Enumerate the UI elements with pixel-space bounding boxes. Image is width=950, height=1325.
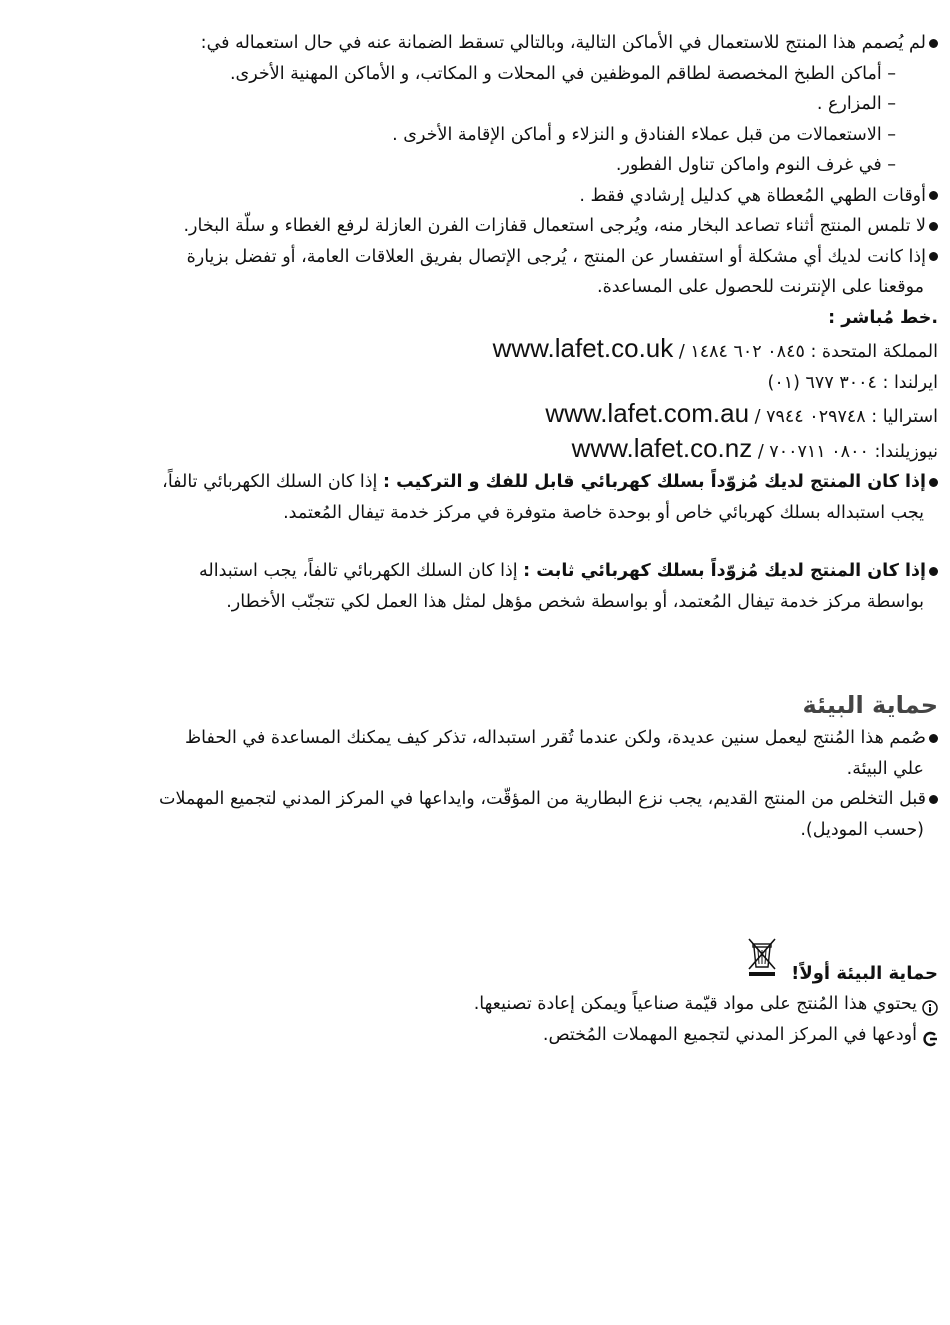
bullet-icon <box>929 252 938 261</box>
info-circle-icon <box>922 996 938 1012</box>
bullet-icon <box>929 567 938 576</box>
hotline-label: .خط مُباشر : <box>828 307 938 328</box>
warranty-place-2: – المزارع . <box>816 94 896 114</box>
spacer <box>0 845 938 937</box>
hotline-nz <box>0 433 938 468</box>
problem-note-cont: موقعنا على الإنترنت للحصول على المساعدة. <box>597 277 924 297</box>
document-page <box>0 28 938 1050</box>
environment-item-2-cont: (حسب الموديل). <box>800 819 924 840</box>
fixed-cord-note: إذا كان المنتج لديك مُزوّداً بسلك كهربائي ثابت : إذا كان السلك الكهربائي تالفاً، يجب استبداله <box>0 556 938 587</box>
au-website-link[interactable]: www.lafet.com.au <box>545 398 750 428</box>
warranty-place-1: – أماكن الطبخ المخصصة لطاقم الموظفين في المحلات و المكاتب، و الأماكن المهنية الأخرى. <box>229 63 896 84</box>
nz-phone: نيوزيلندا: ٠٨٠٠ ٧٠٠٧١١ / <box>757 441 938 462</box>
eco-line-2: أودعها في المركز المدني لتجميع المهملات المُختص. <box>0 1020 938 1051</box>
detachable-cord-note-cont: يجب استبداله بسلك كهربائي خاص أو بوحدة خاصة متوفرة في مركز خدمة تيفال المُعتمد. <box>283 502 924 523</box>
ie-phone: ايرلندا : ٣٠٠٤ ٦٧٧ (٠١) <box>767 372 938 393</box>
eco-first-title: حماية البيئة أولاً! <box>0 937 938 989</box>
warranty-place-3: – الاستعمالات من قبل عملاء الفنادق و النزلاء و أماكن الإقامة الأخرى . <box>392 124 896 145</box>
crossed-out-bin-icon <box>745 935 779 987</box>
detachable-cord-note: إذا كان المنتج لديك مُزوّداً بسلك كهربائي قابل للفك و التركيب : إذا كان السلك الكهربائي تالفاً، <box>0 467 938 498</box>
nz-website-link[interactable]: www.lafet.co.nz <box>571 432 753 463</box>
hotline-uk <box>0 333 938 368</box>
problem-note: إذا كانت لديك أي مشكلة أو استفسار عن المنتج ، يُرجى الإتصال بفريق العلاقات العامة، أو تفضل بزيارة <box>0 242 938 273</box>
bullet-icon <box>929 191 938 200</box>
warranty-intro: لم يُصمم هذا المنتج للاستعمال في الأماكن التالية، وبالتالي تسقط الضمانة عنه في حال استعماله في: <box>0 28 938 59</box>
spacer <box>0 528 938 556</box>
bullet-icon <box>929 222 938 231</box>
environment-item-1: صُمم هذا المُنتج ليعمل سنين عديدة، ولكن عندما تُقرر استبداله، تذكر كيف يمكنك المساعدة في الحفاظ <box>0 723 938 754</box>
bullet-icon <box>929 478 938 487</box>
bullet-icon <box>929 39 938 48</box>
bullet-icon <box>929 795 938 804</box>
fixed-cord-note-cont: بواسطة مركز خدمة تيفال المُعتمد، أو بواسطة شخص مؤهل لمثل هذا العمل لكي تتجنّب الأخطار. <box>226 591 924 612</box>
bullet-icon <box>929 734 938 743</box>
hotline-ie <box>0 368 938 399</box>
au-phone: استراليا : ٠٢٩٧٤٨ ٧٩٤٤ / <box>754 407 938 427</box>
recycle-arrow-icon <box>922 1027 938 1043</box>
environment-title: حماية البيئة <box>802 691 938 719</box>
eco-line-1: يحتوي هذا المُنتج على مواد قيّمة صناعياً ويمكن إعادة تصنيعها. <box>0 989 938 1020</box>
environment-item-1-cont: علي البيئة. <box>846 758 924 779</box>
uk-phone: المملكة المتحدة : ٠٨٤٥ ٦٠٢ ١٤٨٤ / <box>678 342 938 362</box>
hotline-au <box>0 398 938 433</box>
environment-item-2: قبل التخلص من المنتج القديم، يجب نزع البطارية من المؤقّت، وايداعها في المركز المدني لتجميع المهملات <box>0 784 938 815</box>
spacer <box>0 617 938 687</box>
warranty-place-4: – في غرف النوم واماكن تناول الفطور. <box>615 155 896 175</box>
cooking-times-note: أوقات الطهي المُعطاة هي كدليل إرشادي فقط . <box>0 181 938 212</box>
steam-warning: لا تلمس المنتج أثناء تصاعد البخار منه، ويُرجى استعمال قفازات الفرن العازلة لرفع الغطاء و سلّة البخار. <box>0 211 938 242</box>
uk-website-link[interactable]: www.lafet.co.uk <box>492 333 674 363</box>
